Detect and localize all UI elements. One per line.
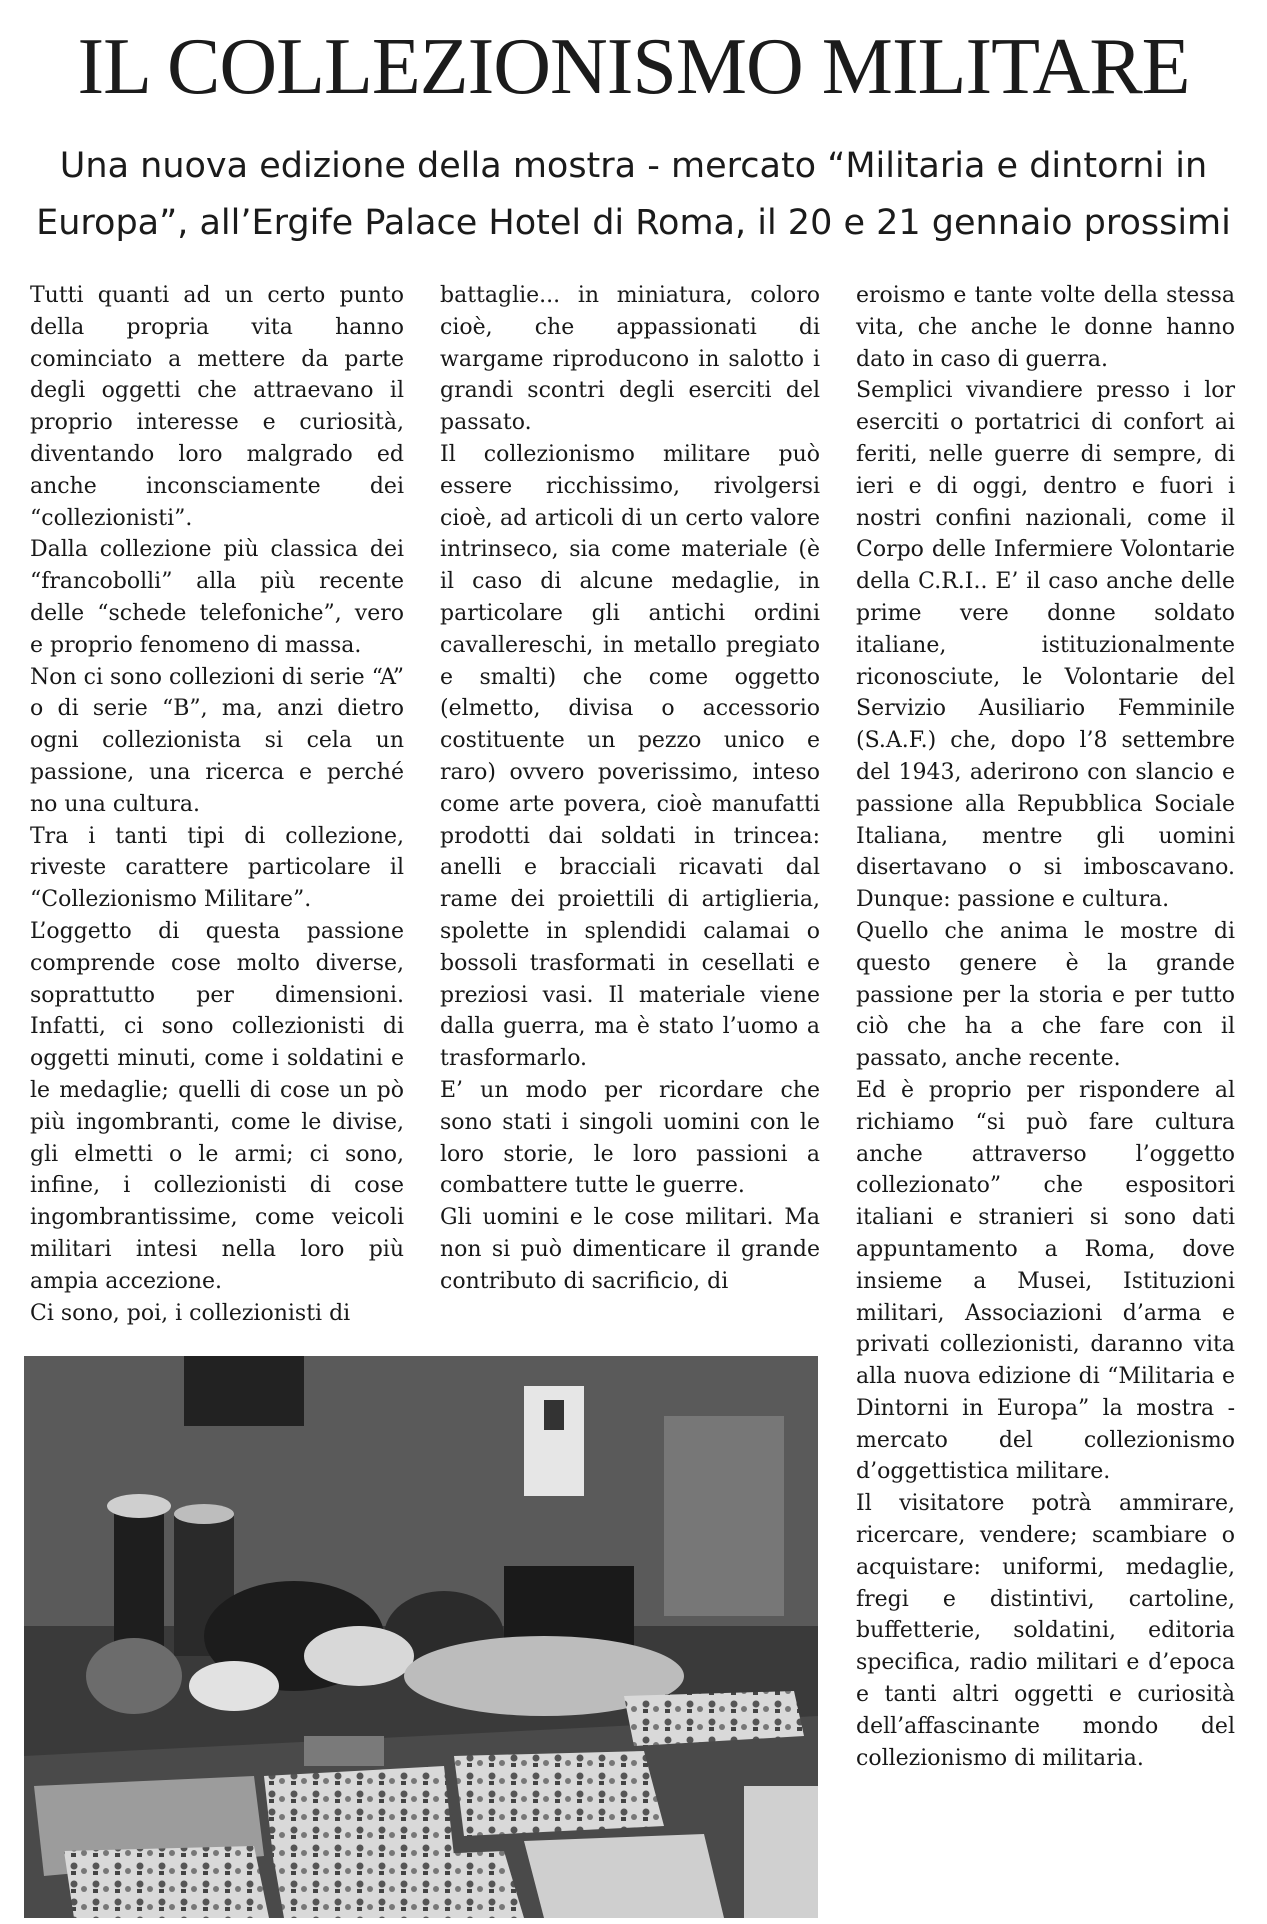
exhibition-photo	[24, 1356, 818, 1918]
paragraph: Semplici vivandiere presso i lor eserciti o portatrici di confort ai feriti, nelle guerre di sempre, di ieri e di oggi, dentro e fuori i nostri confini nazionali, come il Corpo delle Infermiere Volontarie della C.R.I.. E’ il caso anche delle prime vere donne soldato italiane, istituzionalmente riconosciute, le Volontarie del Servizio Ausiliario Femminile (S.A.F.) che, dopo l’8 settembre del 1943, aderirono con slancio e passione alla Repubblica Sociale Italiana, mentre gli uomini disertavano o si imboscavano. Dunque: passione e cultura.	[856, 378, 1235, 913]
paragraph: L’oggetto di questa passione comprende cose molto diverse, soprattutto per dimensioni. Infatti, ci sono collezionisti di oggetti minuti, come i soldatini e le medaglie; quelli di cose un pò più ingombranti, come le divise, gli elmetti o le armi; ci sono, infine, i collezionisti di cose ingombrantissime, come veicoli militari intesi nella loro più ampia accezione.	[30, 918, 404, 1294]
paragraph: Tutti quanti ad un certo punto della propria vita hanno cominciato a mettere da parte degli oggetti che attraevano il proprio interesse e curiosità, diventando loro malgrado ed anche inconsciamente dei “collezionisti”.	[30, 283, 404, 531]
paragraph: battaglie... in miniatura, coloro cioè, che appassionati di wargame riproducono in salotto i grandi scontri degli eserciti del passato.	[440, 283, 820, 436]
paragraph: Il collezionismo militare può essere ricchissimo, rivolgersi cioè, ad articoli di un certo valore intrinseco, sia come materiale (è il caso di alcune medaglie, in particolare gli antichi ordini cavallereschi, in metallo pregiato e smalti) che come oggetto (elmetto, divisa o accessorio costituente un pezzo unico e raro) ovvero poverissimo, inteso come arte povera, cioè manufatti prodotti dai soldati in trincea: anelli e bracciali ricavati dal rame dei proiettili di artiglieria, spolette in splendidi calamai o bossoli trasformati in cesellati e preziosi vasi. Il materiale viene dalla guerra, ma è stato l’uomo a trasformarlo.	[440, 441, 820, 1072]
text-column-2	[440, 280, 820, 1298]
paragraph: Quello che anima le mostre di questo genere è la grande passione per la storia e per tutto ciò che ha a che fare con il passato, anche recente.	[856, 918, 1235, 1072]
paragraph: Non ci sono collezioni di serie “A” o di serie “B”, ma, anzi dietro ogni collezionista si cela un passione, una ricerca e perché no una cultura.	[30, 664, 404, 817]
text-column-1	[30, 280, 404, 1329]
paragraph: Dalla collezione più classica dei “francobolli” alla più recente delle “schede telefoniche”, vero e proprio fenomeno di massa.	[30, 537, 404, 658]
paragraph: Tra i tanti tipi di collezione, riveste carattere particolare il “Collezionismo Militare”.	[30, 823, 404, 913]
article-headline: IL COLLEZIONISMO MILITARE	[77, 23, 1190, 111]
article-subtitle: Una nuova edizione della mostra - mercato “Militaria e dintorni in Europa”, all’Ergife Palace Hotel di Roma, il 20 e 21 gennaio prossimi	[36, 146, 1231, 243]
militaria-display-illustration	[24, 1356, 818, 1918]
paragraph: Gli uomini e le cose militari. Ma non si può dimenticare il grande contributo di sacrificio, di	[440, 1205, 820, 1294]
paragraph: Ci sono, poi, i collezionisti di	[30, 1300, 351, 1326]
text-column-3	[856, 280, 1235, 1774]
paragraph: Ed è proprio per rispondere al richiamo “si può fare cultura anche attraverso l’oggetto collezionato” che espositori italiani e stranieri si sono dati appuntamento a Roma, dove insieme a Musei, Istituzioni militari, Associazioni d’arma e privati collezionisti, daranno vita alla nuova edizione di “Militaria e Dintorni in Europa” la mostra - mercato del collezionismo d’oggettistica militare.	[856, 1077, 1235, 1485]
paragraph: Il visitatore potrà ammirare, ricercare, vendere; scambiare o acquistare: uniformi, medaglie, fregi e distintivi, cartoline, buffetterie, soldatini, editoria specifica, radio militari e d’epoca e tanti altri oggetti e curiosità dell’affascinante mondo del collezionismo di militaria.	[856, 1491, 1235, 1771]
paragraph: E’ un modo per ricordare che sono stati i singoli uomini con le loro storie, le loro passioni a combattere tutte le guerre.	[440, 1077, 820, 1199]
paragraph: eroismo e tante volte della stessa vita, che anche le donne hanno dato in caso di guerra.	[856, 283, 1235, 372]
